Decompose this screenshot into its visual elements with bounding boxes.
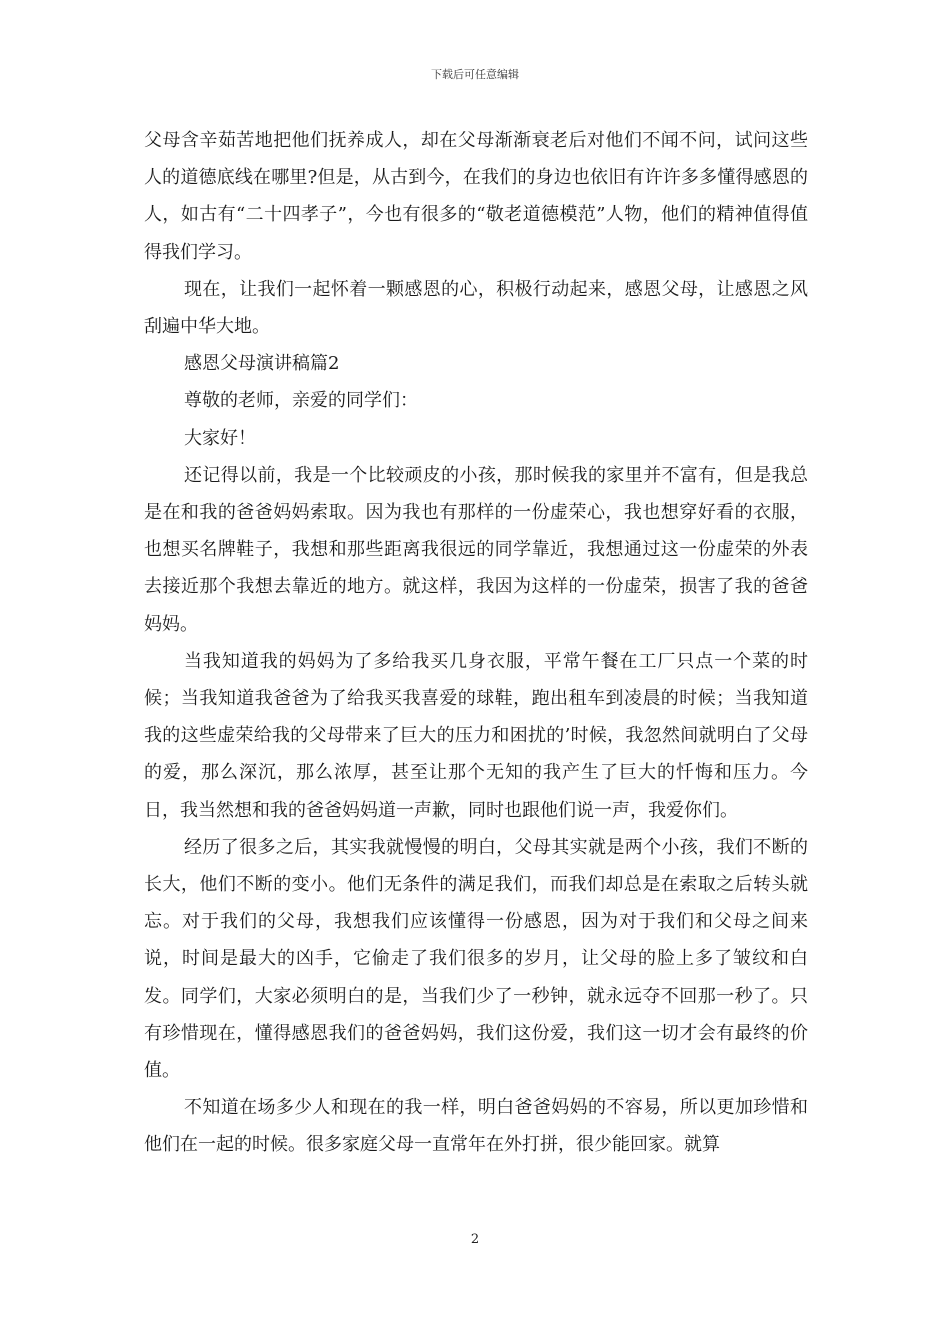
paragraph-8: 经历了很多之后，其实我就慢慢的明白，父母其实就是两个小孩，我们不断的长大，他们不断的变小。他们无条件的满足我们，而我们却总是在索取之后转头就忘。对于我们的父母，我想我们应该懂得一份感恩，因为对于我们和父母之间来说，时间是最大的凶手，它偷走了我们很多的岁月，让父母的脸上多了皱纹和白发。同学们，大家必须明白的是，当我们少了一秒钟，就永远夺不回那一秒了。只有珍惜现在，懂得感恩我们的爸爸妈妈，我们这份爱，我们这一切才会有最终的价值。 — [144, 836, 808, 1082]
section-title: 感恩父母演讲稿篇2 — [184, 353, 340, 375]
greeting: 大家好！ — [184, 427, 256, 449]
page-number: 2 — [470, 1232, 480, 1247]
document-body — [144, 122, 808, 1164]
paragraph-6: 还记得以前，我是一个比较顽皮的小孩，那时候我的家里并不富有，但是我总是在和我的爸爸妈妈索取。因为我也有那样的一份虚荣心，我也想穿好看的衣服，也想买名牌鞋子，我想和那些距离我很远的同学靠近，我想通过这一份虚荣的外表去接近那个我想去靠近的地方。就这样，我因为这样的一份虚荣，损害了我的爸爸妈妈。 — [144, 464, 808, 635]
page-header: 下载后可任意编辑 — [431, 68, 519, 81]
paragraph-1: 父母含辛茹苦地把他们抚养成人，却在父母渐渐衰老后对他们不闻不问，试问这些人的道德底线在哪里?但是，从古到今，在我们的身边也依旧有许许多多懂得感恩的人，如古有“二十四孝子”，今也有很多的“敬老道德模范”人物，他们的精神值得值得我们学习。 — [144, 130, 808, 263]
salutation: 尊敬的老师，亲爱的同学们： — [184, 390, 418, 412]
paragraph-9: 不知道在场多少人和现在的我一样，明白爸爸妈妈的不容易，所以更加珍惜和他们在一起的时候。很多家庭父母一直常年在外打拼，很少能回家。就算 — [144, 1097, 808, 1156]
paragraph-2: 现在，让我们一起怀着一颗感恩的心，积极行动起来，感恩父母，让感恩之风刮遍中华大地。 — [144, 278, 808, 338]
paragraph-7: 当我知道我的妈妈为了多给我买几身衣服，平常午餐在工厂只点一个菜的时候；当我知道我爸爸为了给我买我喜爱的球鞋，跑出租车到凌晨的时候；当我知道我的这些虚荣给我的父母带来了巨大的压力和困扰的’时候，我忽然间就明白了父母的爱，那么深沉，那么浓厚，甚至让那个无知的我产生了巨大的忏悔和压力。今日，我当然想和我的爸爸妈妈道一声歉，同时也跟他们说一声，我爱你们。 — [144, 650, 808, 821]
